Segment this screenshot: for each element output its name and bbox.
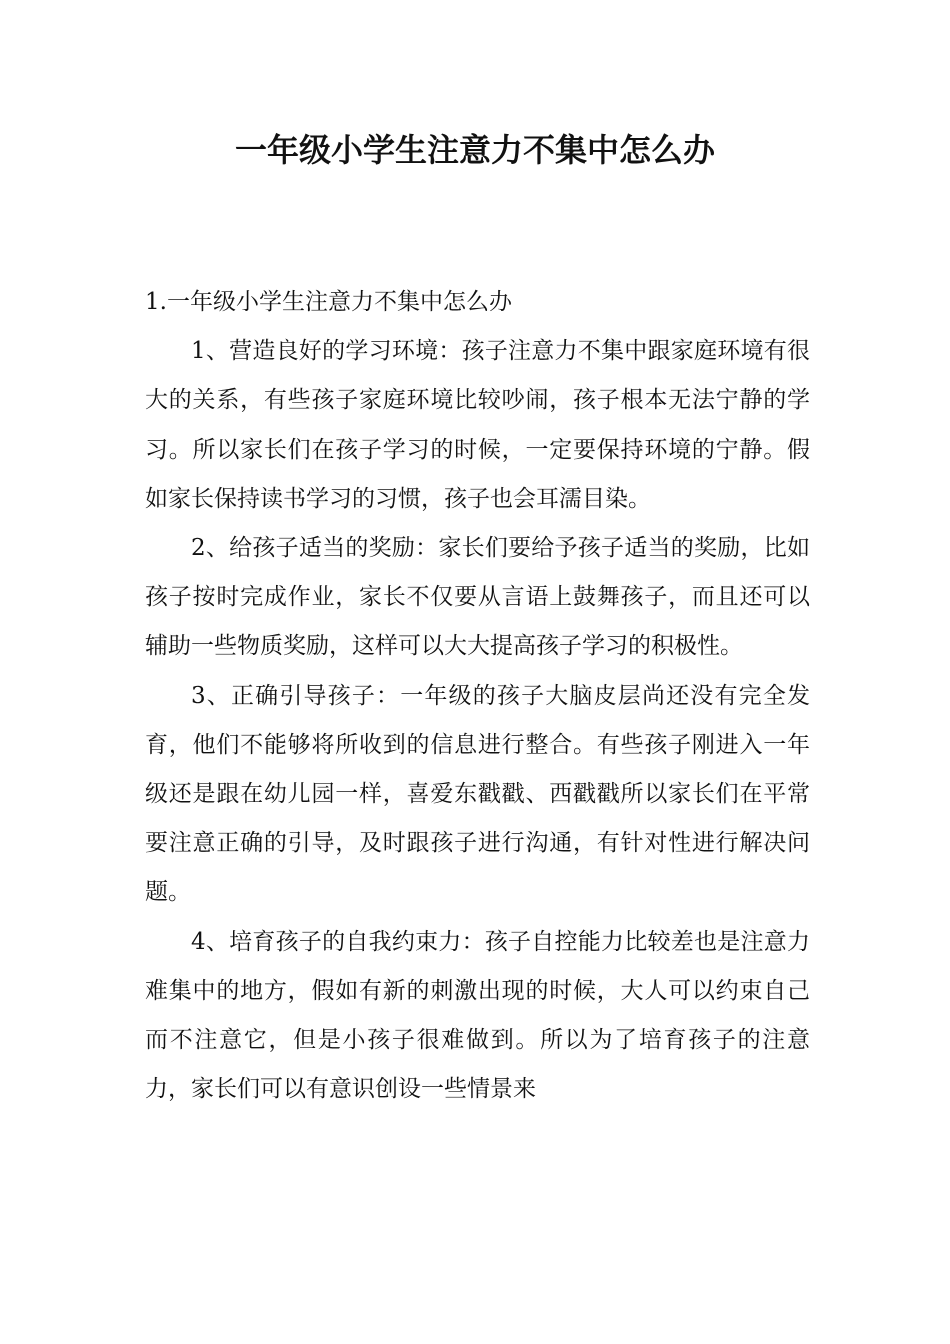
paragraph-3: 3、正确引导孩子：一年级的孩子大脑皮层尚还没有完全发育，他们不能够将所收到的信息进行整合。有些孩子刚进入一年级还是跟在幼儿园一样，喜爱东戳戳、西戳戳所以家长们在平常要注意正确的引导，及时跟孩子进行沟通，有针对性进行解决问题。 — [145, 682, 810, 906]
paragraph-4: 4、培育孩子的自我约束力：孩子自控能力比较差也是注意力难集中的地方，假如有新的刺激出现的时候，大人可以约束自己而不注意它，但是小孩子很难做到。所以为了培育孩子的注意力，家长们可以有意识创设一些情景来 — [145, 928, 810, 1103]
document-title: 一年级小学生注意力不集中怎么办 — [234, 131, 715, 169]
paragraph-1: 1、营造良好的学习环境：孩子注意力不集中跟家庭环境有很大的关系，有些孩子家庭环境比较吵闹，孩子根本无法宁静的学习。所以家长们在孩子学习的时候，一定要保持环境的宁静。假如家长保持读书学习的习惯，孩子也会耳濡目染。 — [145, 338, 810, 512]
paragraph-2: 2、给孩子适当的奖励：家长们要给予孩子适当的奖励，比如孩子按时完成作业，家长不仅要从言语上鼓舞孩子，而且还可以辅助一些物质奖励，这样可以大大提高孩子学习的积极性。 — [145, 535, 810, 660]
document-body — [145, 278, 810, 1114]
section-heading: 1.一年级小学生注意力不集中怎么办 — [145, 289, 512, 315]
